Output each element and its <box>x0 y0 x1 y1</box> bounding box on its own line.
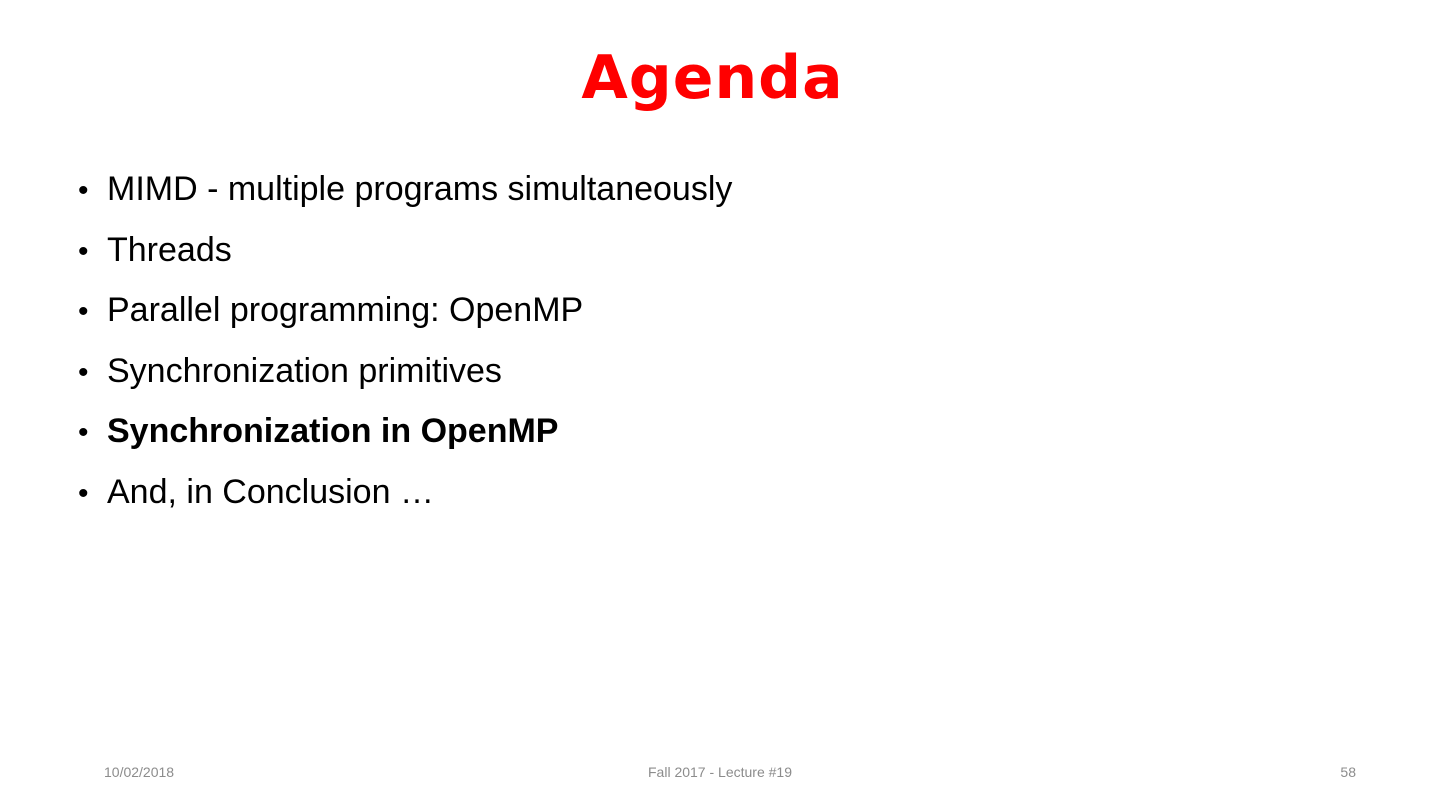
bullet-icon: • <box>78 295 89 328</box>
footer-date: 10/02/2018 <box>104 764 175 780</box>
bullet-list <box>78 170 1278 533</box>
bullet-icon: • <box>78 476 89 510</box>
bullet-icon: • <box>78 355 89 389</box>
bullet-item <box>78 412 1278 473</box>
bullet-item <box>78 352 1278 413</box>
bullet-text: Synchronization primitives <box>107 351 502 390</box>
bullet-icon: • <box>78 234 89 268</box>
bullet-icon: • <box>78 174 89 207</box>
bullet-text-current: Synchronization in OpenMP <box>107 412 559 450</box>
bullet-item <box>78 473 1278 534</box>
bullet-icon: • <box>78 416 89 449</box>
bullet-text: Threads <box>107 230 232 269</box>
bullet-item <box>78 231 1278 292</box>
bullet-text: And, in Conclusion … <box>107 472 434 511</box>
bullet-item <box>78 170 1278 231</box>
bullet-item <box>78 291 1278 352</box>
bullet-text: MIMD - multiple programs simultaneously <box>107 170 733 208</box>
footer-lecture: Fall 2017 - Lecture #19 <box>648 764 792 780</box>
slide-title: Agenda <box>581 43 844 113</box>
bullet-text: Parallel programming: OpenMP <box>107 291 584 329</box>
page-number: 58 <box>1340 764 1356 780</box>
